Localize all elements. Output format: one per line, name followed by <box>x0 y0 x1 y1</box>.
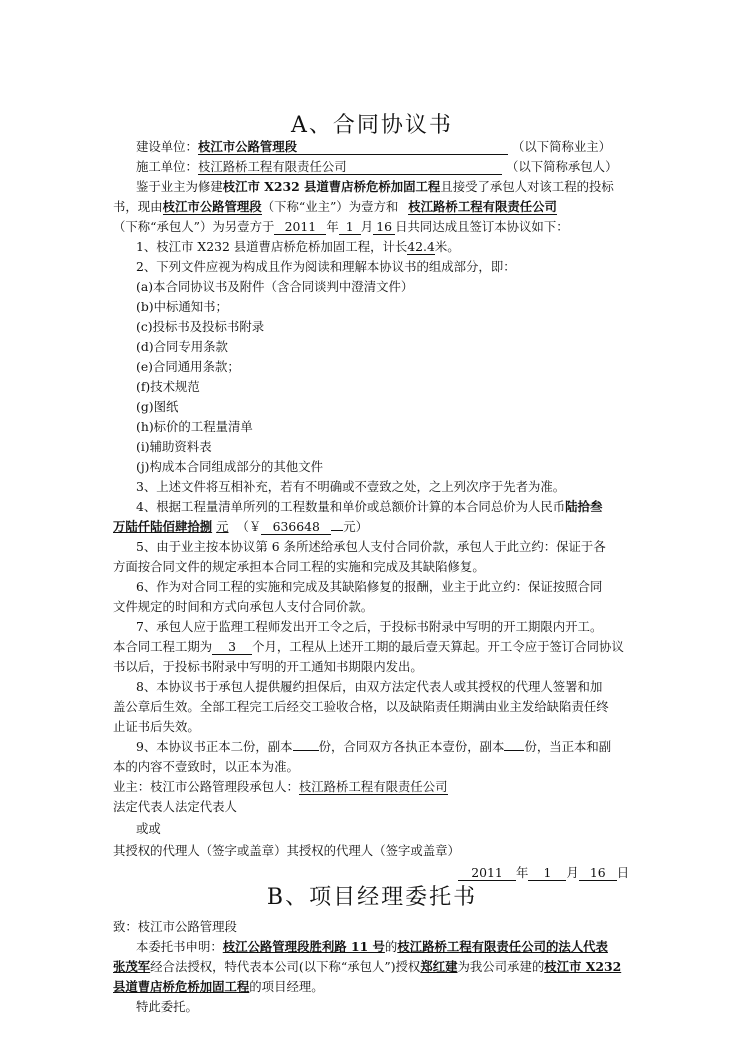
contract-title: A、合同协议书 <box>291 113 453 138</box>
intro-line-1 <box>136 178 614 196</box>
contractor-signature: 枝江路桥工程有限责任公司 <box>298 779 448 794</box>
letter-text: 本委托书申明： <box>136 939 223 954</box>
clause-text: 4、根据工程量清单所列的工程数量和单价或总额价计算的本合同总价为人民币 <box>136 499 566 514</box>
letter-text: 为我公司承建的 <box>457 959 545 974</box>
clause-8-line-1: 8、本协议书于承包人提供履约担保后，由双方法定代表人或其授权的代理人签署和加 <box>136 679 603 694</box>
company-legal-rep: 枝江路桥工程有限责任公司的法人代表 <box>397 939 608 954</box>
intro-line-3 <box>113 218 569 236</box>
letter-closing: 特此委托。 <box>136 999 198 1014</box>
legal-rep-line: 法定代表人法定代表人 <box>113 799 237 814</box>
date-month: 1 <box>528 865 566 881</box>
clause-text: 份，合同双方各执正本壹份，副本 <box>318 739 505 754</box>
date-year: 2011 <box>458 865 516 881</box>
legal-rep-name: 张茂军 <box>113 959 151 974</box>
date-text: 日 <box>616 865 630 880</box>
agent-line: 其授权的代理人（签字或盖章）其授权的代理人（签字或盖章） <box>113 843 460 858</box>
letter-recipient: 致：枝江市公路管理段 <box>113 919 237 934</box>
clause-5-line-2: 方面按合同文件的规定承担本合同工程的实施和完成及其缺陷修复。 <box>113 559 485 574</box>
letter-text: 的项目经理。 <box>249 979 324 994</box>
doc-item: (f)技术规范 <box>136 379 200 394</box>
project-name: 枝江市 X232 县道曹店桥危桥加固工程 <box>222 179 441 194</box>
clause-7-line-2 <box>113 638 624 656</box>
letter-line-3 <box>113 978 324 996</box>
doc-item: (g)图纸 <box>136 399 179 414</box>
builder-label: 建设单位： <box>136 139 198 154</box>
date-day: 16 <box>579 865 617 881</box>
clause-text: （￥ <box>236 519 262 534</box>
sign-month: 1 <box>339 219 361 235</box>
intro-text: 书，现由 <box>113 199 163 214</box>
contractor-name: 枝江路桥工程有限责任公司 <box>408 199 557 214</box>
clause-7-line-3: 书以后，于投标书附录中写明的开工通知书期限内发出。 <box>113 659 423 674</box>
clause-4-line-1 <box>136 498 602 516</box>
intro-text: 日共同达成且签订本协议如下： <box>395 219 569 234</box>
sign-year: 2011 <box>274 219 326 235</box>
project-name-part: 县道曹店桥危桥加固工程 <box>113 979 250 994</box>
doc-item: (e)合同通用条款； <box>136 359 240 374</box>
or-line: 或或 <box>136 821 161 836</box>
project-manager-name: 郑红建 <box>420 959 458 974</box>
contractor-label: 承包人： <box>249 779 299 794</box>
letter-text: 的 <box>384 939 398 954</box>
clause-text: 米。 <box>434 239 460 254</box>
clause-5-line-1: 5、由于业主按本协议第 6 条所述给承包人支付合同价款，承包人于此立约：保证于各 <box>136 539 606 554</box>
clause-text: 1、枝江市 X232 县道曹店桥危桥加固工程，计长 <box>136 239 408 254</box>
doc-item: (c)投标书及投标书附录 <box>136 319 265 334</box>
clause-9-line-2: 本的内容不壹致时，以正本为准。 <box>113 759 299 774</box>
price-words: 万陆仟陆佰肆拾捌 <box>113 519 213 534</box>
project-name-part: 枝江市 X232 <box>544 959 622 974</box>
intro-text: 年 <box>326 219 339 234</box>
clause-2: 2、下列文件应视为构成且作为阅读和理解本协议书的组成部分，即： <box>136 259 516 274</box>
intro-text: 鉴于业主为修建 <box>136 179 223 194</box>
clause-6-line-1: 6、作为对合同工程的实施和完成及其缺陷修复的报酬，业主于此立约：保证按照合同 <box>136 579 603 594</box>
clause-7-line-1: 7、承包人应于监理工程师发出开工令之后，于投标书附录中写明的开工期限内开工。 <box>136 619 603 634</box>
doc-item: (h)标价的工程量清单 <box>136 419 253 434</box>
sign-day: 16 <box>373 219 395 235</box>
clause-8-line-3: 止证书后失效。 <box>113 719 200 734</box>
clause-3: 3、上述文件将互相补充，若有不明确或不壹致之处，之上列次序于先者为准。 <box>136 479 566 494</box>
letter-text: 经合法授权，特代表本公司(以下称“承包人”)授权 <box>150 959 421 974</box>
doc-item: (a)本合同协议书及附件（含合同谈判中澄清文件） <box>136 279 414 294</box>
intro-text: 月 <box>360 219 374 234</box>
price-words: 陆拾叁 <box>565 499 603 514</box>
clause-text: 9、本协议书正本二份，副本 <box>136 739 293 754</box>
owner-name: 枝江市公路管理段 <box>162 199 262 214</box>
signature-parties <box>113 778 448 796</box>
owner-signature: 枝江市公路管理段 <box>150 779 250 794</box>
date-text: 月 <box>566 865 579 880</box>
contractor-value: 枝江路桥工程有限责任公司 <box>198 159 502 175</box>
letter-line-1 <box>136 938 608 956</box>
builder-value: 枝江市公路管理段 <box>198 139 508 155</box>
company-address: 枝江公路管理段胜利路 11 号 <box>222 939 385 954</box>
intro-text: 且接受了承包人对该工程的投标 <box>440 179 614 194</box>
clause-9-line-1 <box>136 738 611 756</box>
clause-6-line-2: 文件规定的时间和方式向承包人支付合同价款。 <box>113 599 374 614</box>
clause-text: 元 <box>216 519 229 534</box>
builder-note: （以下简称业主） <box>511 139 612 154</box>
clause-8-line-2: 盖公章后生效。全部工程完工后经交工验收合格，以及缺陷责任期满由业主发给缺陷责任终 <box>113 699 609 714</box>
clause-text: 个月，工程从上述开工期的最后壹天算起。开工令应于签订合同协议 <box>252 639 624 654</box>
intro-text: （下称“承包人”）为另壹方于 <box>113 219 275 234</box>
duration-months: 3 <box>212 639 252 655</box>
contractor-line <box>136 158 617 176</box>
intro-text: （下称“业主”）为壹方和 <box>261 199 399 214</box>
contractor-note: （以下简称承包人） <box>505 159 618 174</box>
clause-1 <box>136 238 460 256</box>
doc-item: (d)合同专用条款 <box>136 339 228 354</box>
date-text: 年 <box>516 865 529 880</box>
builder-line <box>136 138 611 156</box>
clause-text: 本合同工程工期为 <box>113 639 213 654</box>
letter-line-2 <box>113 958 621 976</box>
authorization-title: B、项目经理委托书 <box>266 885 478 910</box>
doc-item: (i)辅助资料表 <box>136 439 212 454</box>
clause-4-line-2 <box>113 518 368 536</box>
doc-item: (j)构成本合同组成部分的其他文件 <box>136 459 323 474</box>
doc-item: (b)中标通知书； <box>136 299 228 314</box>
clause-text: 份，当正本和副 <box>524 739 612 754</box>
price-amount: 636648 <box>261 519 331 535</box>
intro-line-2 <box>113 198 557 216</box>
owner-label: 业主： <box>113 779 151 794</box>
bridge-length: 42.4 <box>407 239 435 254</box>
contractor-label: 施工单位： <box>136 159 198 174</box>
clause-text: 元） <box>343 519 369 534</box>
